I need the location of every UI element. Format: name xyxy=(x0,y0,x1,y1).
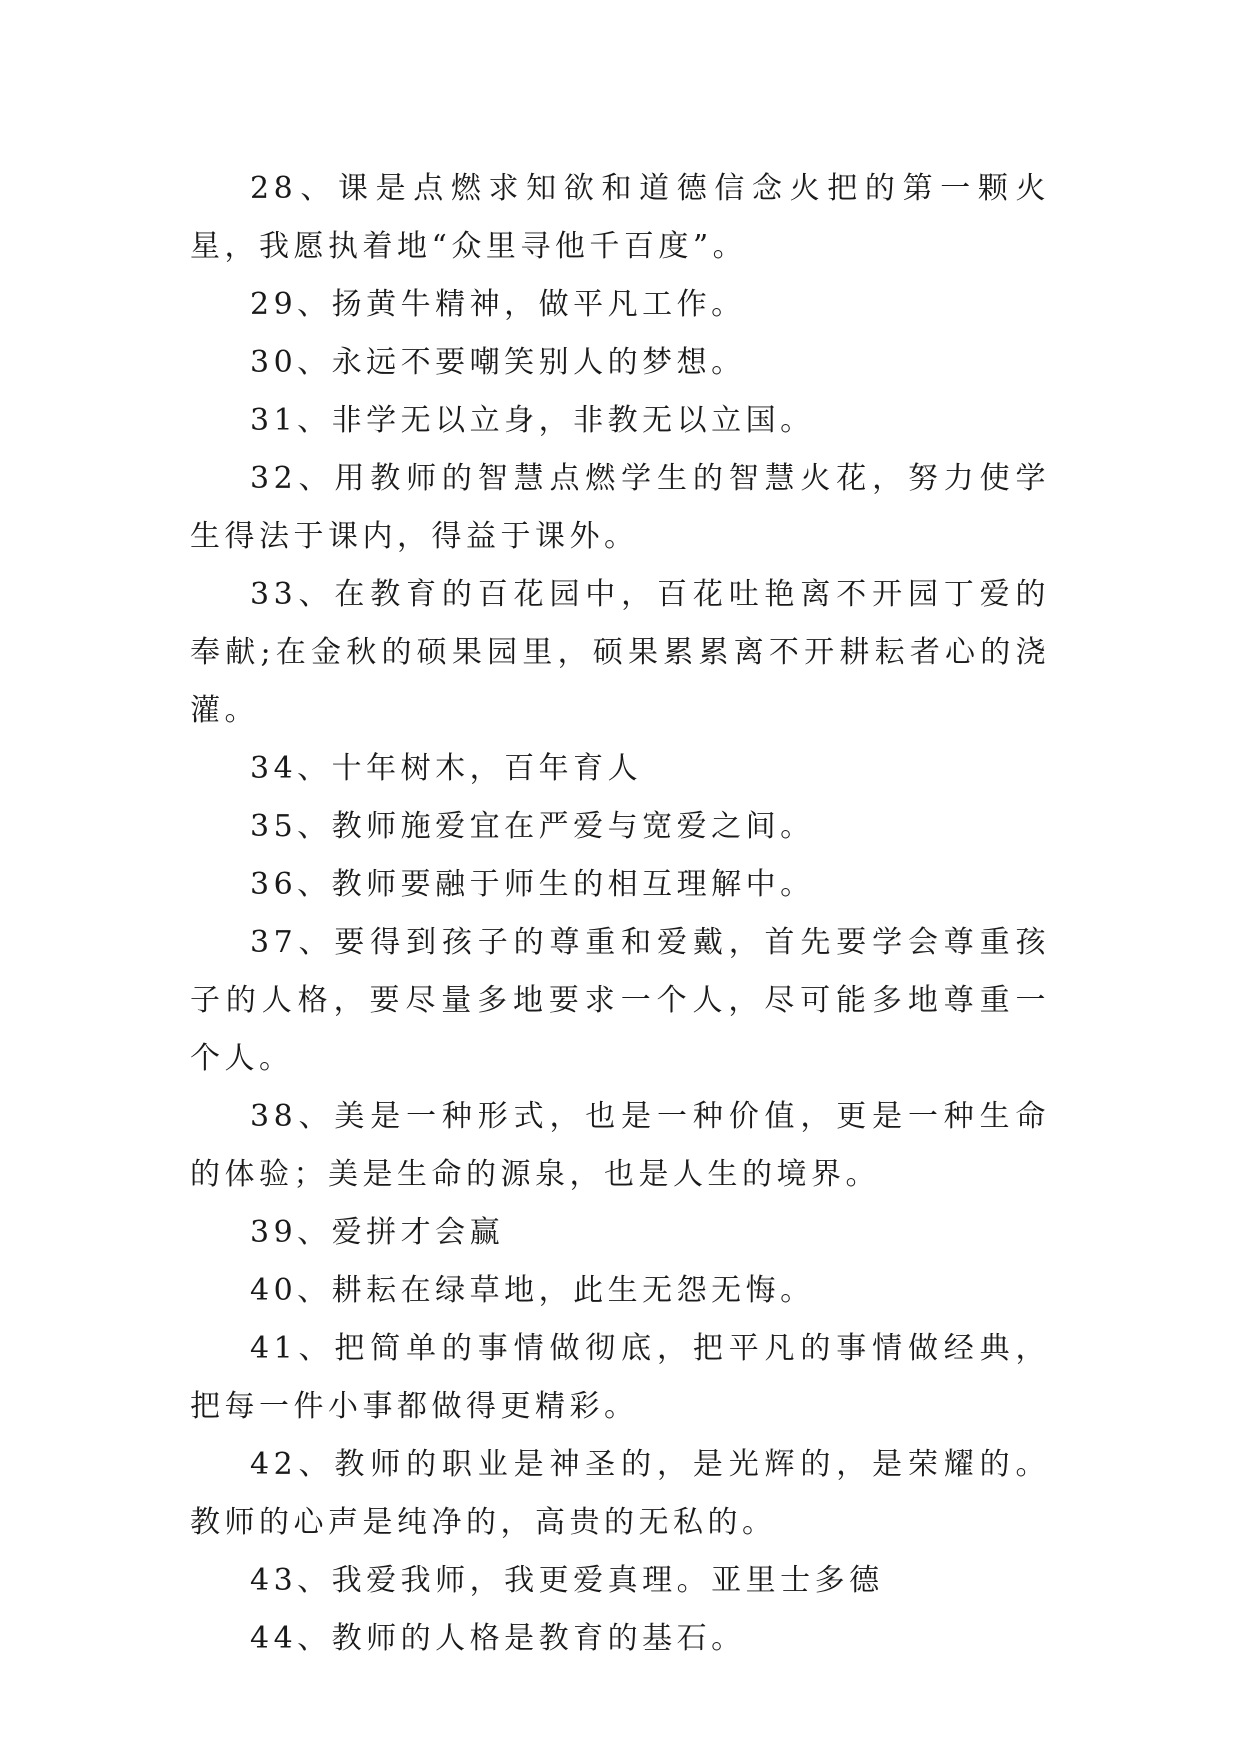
quote-paragraph-43: 43、我爱我师，我更爱真理。亚里士多德 xyxy=(250,1563,884,1598)
quote-paragraph-33: 33、在教育的百花园中，百花吐艳离不开园丁爱的奉献;在金秋的硕果园里，硕果累累离不开耕耘者心的浇灌。 xyxy=(190,577,1050,728)
quote-paragraph-37: 37、要得到孩子的尊重和爱戴，首先要学会尊重孩子的人格，要尽量多地要求一个人，尽可能多地尊重一个人。 xyxy=(190,925,1050,1076)
quote-paragraph-28: 28、课是点燃求知欲和道德信念火把的第一颗火星，我愿执着地“众里寻他千百度”。 xyxy=(190,171,1050,264)
document-body xyxy=(190,160,1050,1668)
quote-paragraph-30: 30、永远不要嘲笑别人的梦想。 xyxy=(250,345,746,380)
quote-paragraph-36: 36、教师要融于师生的相互理解中。 xyxy=(250,867,815,902)
quote-paragraph-42: 42、教师的职业是神圣的，是光辉的，是荣耀的。教师的心声是纯净的，高贵的无私的。 xyxy=(190,1447,1050,1540)
quote-paragraph-32: 32、用教师的智慧点燃学生的智慧火花，努力使学生得法于课内，得益于课外。 xyxy=(190,461,1050,554)
quote-paragraph-35: 35、教师施爱宜在严爱与宽爱之间。 xyxy=(250,809,815,844)
quote-paragraph-41: 41、把简单的事情做彻底，把平凡的事情做经典，把每一件小事都做得更精彩。 xyxy=(190,1331,1050,1424)
quote-paragraph-31: 31、非学无以立身，非教无以立国。 xyxy=(250,403,815,438)
quote-paragraph-39: 39、爱拼才会赢 xyxy=(250,1215,505,1250)
quote-paragraph-29: 29、扬黄牛精神，做平凡工作。 xyxy=(250,287,746,322)
quote-paragraph-38: 38、美是一种形式，也是一种价值，更是一种生命的体验；美是生命的源泉，也是人生的境界。 xyxy=(190,1099,1050,1192)
quote-paragraph-44: 44、教师的人格是教育的基石。 xyxy=(250,1621,746,1656)
quote-paragraph-40: 40、耕耘在绿草地，此生无怨无悔。 xyxy=(250,1273,815,1308)
quote-paragraph-34: 34、十年树木，百年育人 xyxy=(250,751,643,786)
